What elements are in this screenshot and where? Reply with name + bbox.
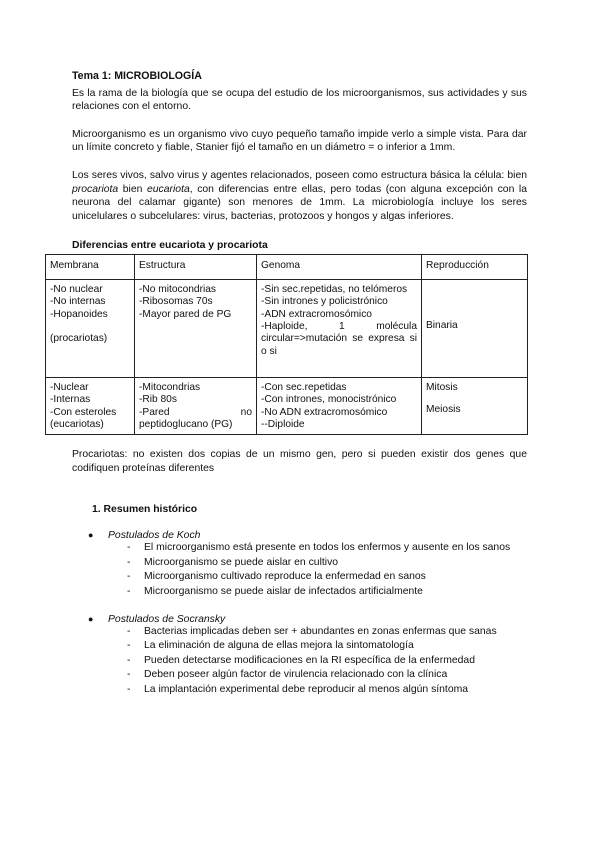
header-membrana: Membrana — [46, 255, 135, 279]
cell-reproduccion: Binaria — [422, 279, 528, 377]
cell-estructura: -No mitocondrias -Ribosomas 70s -Mayor pared de PG — [135, 279, 257, 377]
list-item-socransky: ● Postulados de Socransky — [88, 613, 226, 625]
dash-icon: - — [127, 585, 131, 597]
list-item: - Microorganismo se puede aislar en cultivo — [144, 556, 527, 571]
header-reproduccion: Reproducción — [422, 255, 528, 279]
table-row-eucariotas — [46, 377, 528, 435]
cell-estructura: -Mitocondrias -Rib 80s -Pared no peptidoglucano (PG) — [135, 377, 257, 435]
dash-icon: - — [127, 654, 131, 666]
cell-genoma: -Con sec.repetidas -Con intrones, monocistrónico -No ADN extracromosómico --Diploide — [257, 377, 422, 435]
list-item: - Deben poseer algún factor de virulencia relacionado con la clínica — [144, 668, 527, 683]
prokaryote-note: Procariotas: no existen dos copias de un mismo gen, pero si pueden existir dos genes que codifiquen proteínas diferentes — [72, 449, 527, 474]
table-header-row — [46, 255, 528, 279]
list-item: - Bacterias implicadas deben ser + abundantes en zonas enfermas que sanas — [144, 625, 527, 640]
microorganism-paragraph: Microorganismo es un organismo vivo cuyo pequeño tamaño impide verlo a simple vista. Para dar un límite concreto y fiable, Stanier fijó el tamaño en un diámetro = o inferior a 1mm. — [72, 128, 527, 154]
list-item: - El microorganismo está presente en todos los enfermos y ausente en los sanos — [144, 541, 527, 556]
dash-icon: - — [127, 669, 131, 681]
cell-genoma: -Sin sec.repetidas, no telómeros -Sin intrones y policistrónico -ADN extracromosómico -Haploide, 1 molécula circular=>mutación se expresa si o si — [257, 279, 422, 377]
socransky-list — [72, 625, 527, 698]
list-item: - La implantación experimental debe reproducir al menos algún síntoma — [144, 683, 527, 698]
document-page — [50, 70, 528, 698]
dash-icon: - — [127, 640, 131, 652]
dash-icon: - — [127, 571, 131, 583]
section-heading: 1. Resumen histórico — [92, 503, 198, 515]
header-genoma: Genoma — [257, 255, 422, 279]
list-item: - Microorganismo cultivado reproduce la enfermedad en sanos — [144, 570, 527, 585]
bullet-icon: ● — [88, 530, 94, 541]
dash-icon: - — [127, 625, 131, 637]
cell-membrana: -Nuclear -Internas -Con esteroles (eucariotas) — [46, 377, 135, 435]
header-estructura: Estructura — [135, 255, 257, 279]
dash-icon: - — [127, 556, 131, 568]
bullet-icon: ● — [88, 613, 94, 624]
dash-icon: - — [127, 683, 131, 695]
eucariota-term: eucariota — [147, 183, 190, 195]
table-row-procariotas — [46, 279, 528, 377]
cell-reproduccion: Mitosis Meiosis — [422, 377, 528, 435]
page-title: Tema 1: MICROBIOLOGÍA — [72, 70, 202, 82]
cell-membrana: -No nuclear -No internas -Hopanoides (procariotas) — [46, 279, 135, 377]
list-item-koch: ● Postulados de Koch — [88, 530, 201, 542]
procariota-term: procariota — [72, 183, 119, 195]
table-title: Diferencias entre eucariota y procariota — [72, 240, 268, 252]
comparison-table — [45, 254, 528, 435]
intro-paragraph: Es la rama de la biología que se ocupa del estudio de los microorganismos, sus actividades y sus relaciones con el entorno. — [72, 87, 527, 113]
list-item: - Microorganismo se puede aislar de infectados artificialmente — [144, 585, 527, 600]
koch-list — [72, 541, 527, 599]
list-item: - La eliminación de alguna de ellas mejora la sintomatología — [144, 639, 527, 654]
cells-paragraph: Los seres vivos, salvo virus y agentes relacionados, poseen como estructura básica la célula: bien procariota bien eucariota, con diferencias entre ellas, pero todas (con alguna excepción con la neurona del calamar gigante) son menores de 1mm. La microbiología incluye los seres unicelulares o subcelulares: virus, bacterias, protozoos y hongos y algas inferiores. — [72, 169, 528, 222]
list-item: - Pueden detectarse modificaciones en la RI específica de la enfermedad — [144, 654, 527, 669]
dash-icon: - — [127, 542, 131, 554]
